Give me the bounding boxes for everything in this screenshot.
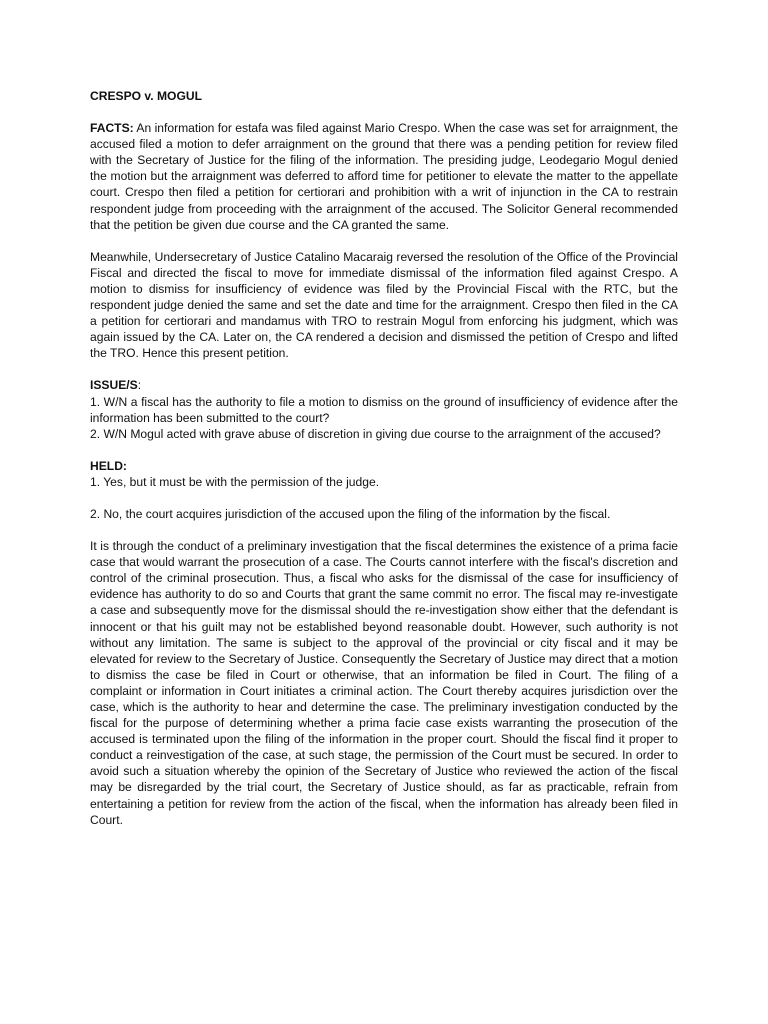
held-discussion: It is through the conduct of a preliminary investigation that the fiscal determines the existence of a prima facie case that would warrant the prosecution of a case. The Courts cannot interfere with the fiscal's discretion and control of the criminal prosecution. Thus, a fiscal who asks for the dismissal of the case for insufficiency of evidence has authority to do so and Courts that grant the same commit no error. The fiscal may re-investigate a case and subsequently move for the dismissal should the re-investigation show either that the defendant is innocent or that his guilt may not be established beyond reasonable doubt. However, such authority is not without any limitation. The same is subject to the approval of the provincial or city fiscal and it may be elevated for review to the Secretary of Justice. Consequently the Secretary of Justice may direct that a motion to dismiss the case be filed in Court or otherwise, that an information be filed in Court. The filing of a complaint or information in Court initiates a criminal action. The Court thereby acquires jurisdiction over the case, which is the authority to hear and determine the case. The preliminary investigation conducted by the fiscal for the purpose of determining whether a prima facie case exists warranting the prosecution of the accused is terminated upon the filing of the information in the proper court. Should the fiscal find it proper to conduct a reinvestigation of the case, at such stage, the permission of the Court must be secured. In order to avoid such a situation whereby the opinion of the Secretary of Justice who reviewed the action of the fiscal may be disregarded by the trial court, the Secretary of Justice should, as far as practicable, refrain from entertaining a petition for review from the action of the fiscal, when the information has already been filed in Court. <box>90 539 678 827</box>
issues-heading: ISSUE/S <box>90 378 138 393</box>
facts-paragraph-1 <box>90 120 678 233</box>
case-title: CRESPO v. MOGUL <box>90 89 202 103</box>
held-item-1: 1. Yes, but it must be with the permission of the judge. <box>90 474 380 489</box>
issue-item-1: 1. W/N a fiscal has the authority to file a motion to dismiss on the ground of insufficiency of evidence after the information has been submitted to the court? <box>90 394 678 425</box>
issues-heading-line <box>90 377 678 393</box>
held-section <box>90 458 678 490</box>
held-heading: HELD: <box>90 458 127 473</box>
document-page <box>90 88 678 844</box>
facts-text-1: An information for estafa was filed against Mario Crespo. When the case was set for arraignment, the accused filed a motion to defer arraignment on the ground that there was a pending petition for review filed with the Secretary of Justice for the filing of the information. The presiding judge, Leodegario Mogul denied the motion but the arraignment was deferred to afford time for petitioner to elevate the matter to the appellate court. Crespo then filed a petition for certiorari and prohibition with a writ of injunction in the CA to restrain respondent judge from proceeding with the arraignment of the accused. The Solicitor General recommended that the petition be given due course and the CA granted the same. <box>90 121 678 232</box>
held-item-2: 2. No, the court acquires jurisdiction of the accused upon the filing of the information by the fiscal. <box>90 506 611 521</box>
facts-paragraph-2: Meanwhile, Undersecretary of Justice Catalino Macaraig reversed the resolution of the Office of the Provincial Fiscal and directed the fiscal to move for immediate dismissal of the information filed against Crespo. A motion to dismiss for insufficiency of evidence was filed by the Provincial Fiscal with the RTC, but the respondent judge denied the same and set the date and time for the arraignment. Crespo then filed in the CA a petition for certiorari and mandamus with TRO to restrain Mogul from enforcing his judgment, which was again issued by the CA. Later on, the CA rendered a decision and dismissed the petition of Crespo and lifted the TRO. Hence this present petition. <box>90 249 678 361</box>
issues-section <box>90 377 678 441</box>
issue-item-2: 2. W/N Mogul acted with grave abuse of discretion in giving due course to the arraignment of the accused? <box>90 426 661 441</box>
facts-heading: FACTS: <box>90 121 134 136</box>
issues-heading-colon: : <box>137 378 142 393</box>
